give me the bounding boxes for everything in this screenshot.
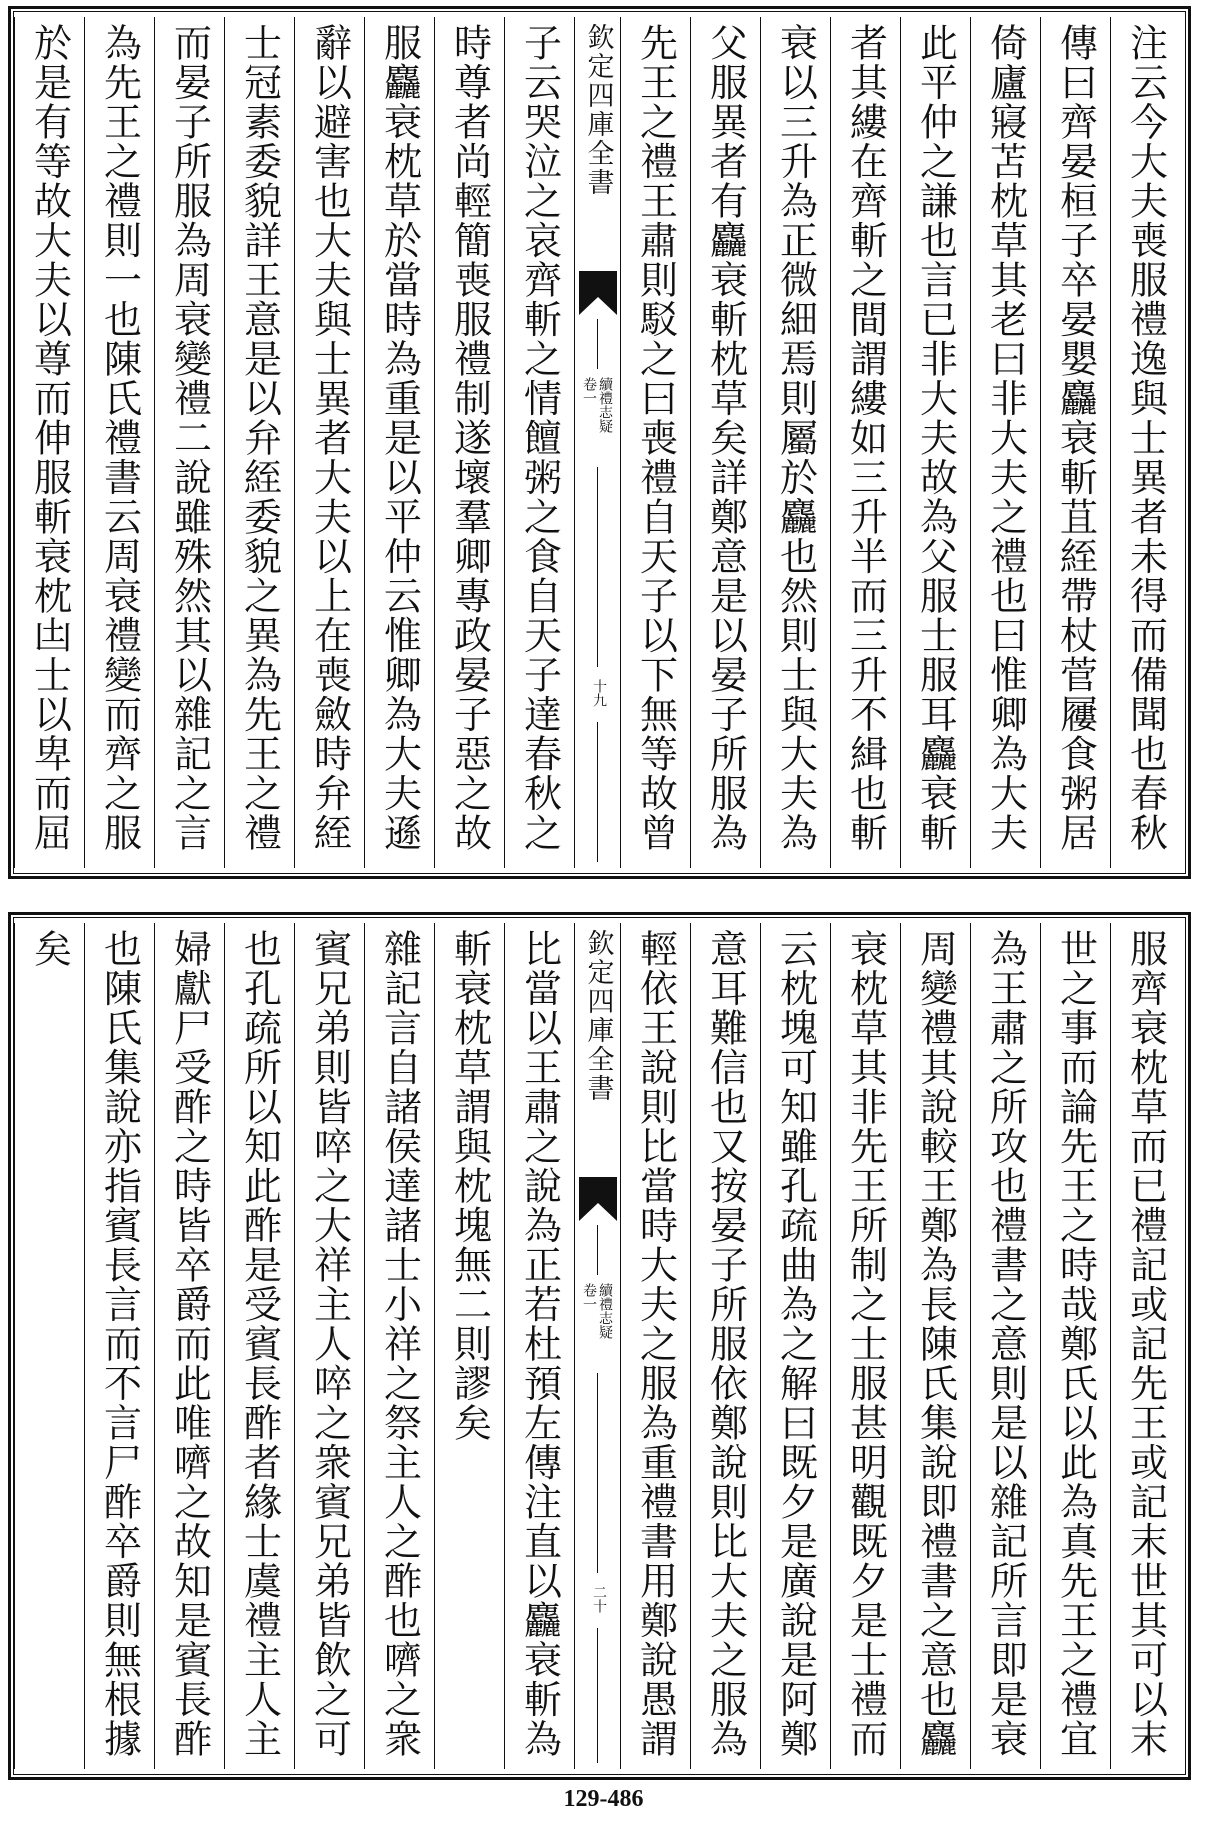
text-column [760, 923, 830, 1769]
column-text: 者其縷在齊斬之間謂縷如三升半而三升不緝也斬 [843, 23, 888, 853]
text-column [1110, 17, 1180, 868]
column-text: 賓兄弟則皆啐之大祥主人啐之衆賓兄弟皆飲之可 [307, 929, 352, 1759]
text-column [294, 923, 364, 1769]
text-column [620, 923, 690, 1769]
fold-title: 欽定四庫全書 [582, 929, 614, 1103]
column-text: 為先王之禮則一也陳氏禮書云周衰禮變而齊之服 [97, 23, 142, 853]
bottom-page [8, 912, 1191, 1780]
text-column [690, 923, 760, 1769]
column-text: 服麤衰枕草於當時為重是以平仲云惟卿為大夫遜 [377, 23, 422, 853]
text-column [364, 923, 434, 1769]
text-column [154, 17, 224, 868]
top-columns [19, 17, 1180, 868]
column-text: 斬衰枕草謂與枕塊無二則謬矣 [447, 929, 492, 1443]
column-text: 為王肅之所攻也禮書之意則是以雜記所言即是衰 [983, 929, 1028, 1759]
fold-line [597, 722, 598, 862]
text-column [760, 17, 830, 868]
text-column [84, 923, 154, 1769]
column-text: 云枕塊可知雖孔疏曲為之解曰既夕是廣說是阿鄭 [773, 929, 818, 1759]
fish-tail-icon [579, 1177, 617, 1221]
column-text: 辭以避害也大夫與士異者大夫以上在喪斂時弁絰 [307, 23, 352, 853]
column-text: 輕依王說則比當時大夫之服為重禮書用鄭說愚謂 [633, 929, 678, 1759]
column-text: 雜記言自諸侯達諸士小祥之祭主人之酢也嚌之衆 [377, 929, 422, 1759]
top-page [8, 6, 1191, 879]
text-column [504, 17, 574, 868]
page-number-footer: 129-486 [563, 1786, 644, 1812]
column-text: 比當以王肅之說為正若杜預左傳注直以麤衰斬為 [517, 929, 562, 1759]
column-text: 倚廬寢苫枕草其老曰非大夫之禮也曰惟卿為大夫 [983, 23, 1028, 853]
fold-line [597, 467, 598, 667]
column-text: 父服異者有麤衰斬枕草矣詳鄭意是以晏子所服為 [703, 23, 748, 853]
text-column [224, 923, 294, 1769]
text-column [224, 17, 294, 868]
text-column [14, 17, 84, 868]
text-column [364, 17, 434, 868]
column-text: 子云哭泣之哀齊斬之情饘粥之食自天子達春秋之 [517, 23, 562, 853]
fold-page-number: 二十 [591, 1585, 607, 1613]
column-text: 也陳氏集說亦指賓長言而不言尸酢卒爵則無根據 [97, 929, 142, 1759]
text-column [970, 17, 1040, 868]
text-column [294, 17, 364, 868]
bottom-columns [19, 923, 1180, 1769]
fish-tail-icon [579, 271, 617, 315]
text-column [14, 923, 84, 1769]
text-column [1110, 923, 1180, 1769]
fold-title: 欽定四庫全書 [582, 23, 614, 197]
fold-margin [574, 17, 620, 868]
column-text: 注云今大夫喪服禮逸與士異者未得而備聞也春秋 [1123, 23, 1168, 853]
column-text: 時尊者尚輕簡喪服禮制遂壞羣卿專政晏子惡之故 [447, 23, 492, 853]
text-column [1040, 17, 1110, 868]
column-text: 衰枕草其非先王所制之士服甚明觀既夕是士禮而 [843, 929, 888, 1759]
column-text: 周變禮其說較王鄭為長陳氏集說即禮書之意也麤 [913, 929, 958, 1759]
column-text: 世之事而論先王之時哉鄭氏以此為真先王之禮宜 [1053, 929, 1098, 1759]
column-text: 此平仲之謙也言已非大夫故為父服士服耳麤衰斬 [913, 23, 958, 853]
text-column [504, 923, 574, 1769]
text-column [1040, 923, 1110, 1769]
text-column [84, 17, 154, 868]
fold-volume: 卷一 [581, 1283, 597, 1311]
column-text: 士冠素委貌詳王意是以弁絰委貌之異為先王之禮 [237, 23, 282, 853]
text-column [830, 923, 900, 1769]
fold-book-title: 續禮志疑 [597, 377, 613, 433]
column-text: 婦獻尸受酢之時皆卒爵而此唯嚌之故知是賓長酢 [167, 929, 212, 1759]
fold-line [597, 1628, 598, 1763]
text-column [690, 17, 760, 868]
text-column [434, 923, 504, 1769]
text-column [154, 923, 224, 1769]
column-text: 而晏子所服為周衰變禮二說雖殊然其以雜記之言 [167, 23, 212, 853]
fold-book-title: 續禮志疑 [597, 1283, 613, 1339]
text-column [620, 17, 690, 868]
column-text: 於是有等故大夫以尊而伸服斬衰枕凷士以卑而屈 [27, 23, 72, 853]
text-column [900, 923, 970, 1769]
column-text: 衰以三升為正微細焉則屬於麤也然則士與大夫為 [773, 23, 818, 853]
column-text: 矣 [27, 929, 72, 969]
text-column [830, 17, 900, 868]
text-column [900, 17, 970, 868]
column-text: 意耳難信也又按晏子所服依鄭說則比大夫之服為 [703, 929, 748, 1759]
text-column [970, 923, 1040, 1769]
column-text: 服齊衰枕草而已禮記或記先王或記末世其可以末 [1123, 929, 1168, 1759]
fold-margin [574, 923, 620, 1769]
column-text: 先王之禮王肅則駁之曰喪禮自天子以下無等故曾 [633, 23, 678, 853]
fold-line [597, 1373, 598, 1573]
column-text: 也孔疏所以知此酢是受賓長酢者緣士虞禮主人主 [237, 929, 282, 1759]
text-column [434, 17, 504, 868]
fold-page-number: 十九 [591, 679, 607, 707]
fold-volume: 卷一 [581, 377, 597, 405]
fold-line [597, 1225, 598, 1275]
column-text: 傳曰齊晏桓子卒晏嬰麤衰斬苴絰帶杖菅屨食粥居 [1053, 23, 1098, 853]
fold-line [597, 319, 598, 369]
